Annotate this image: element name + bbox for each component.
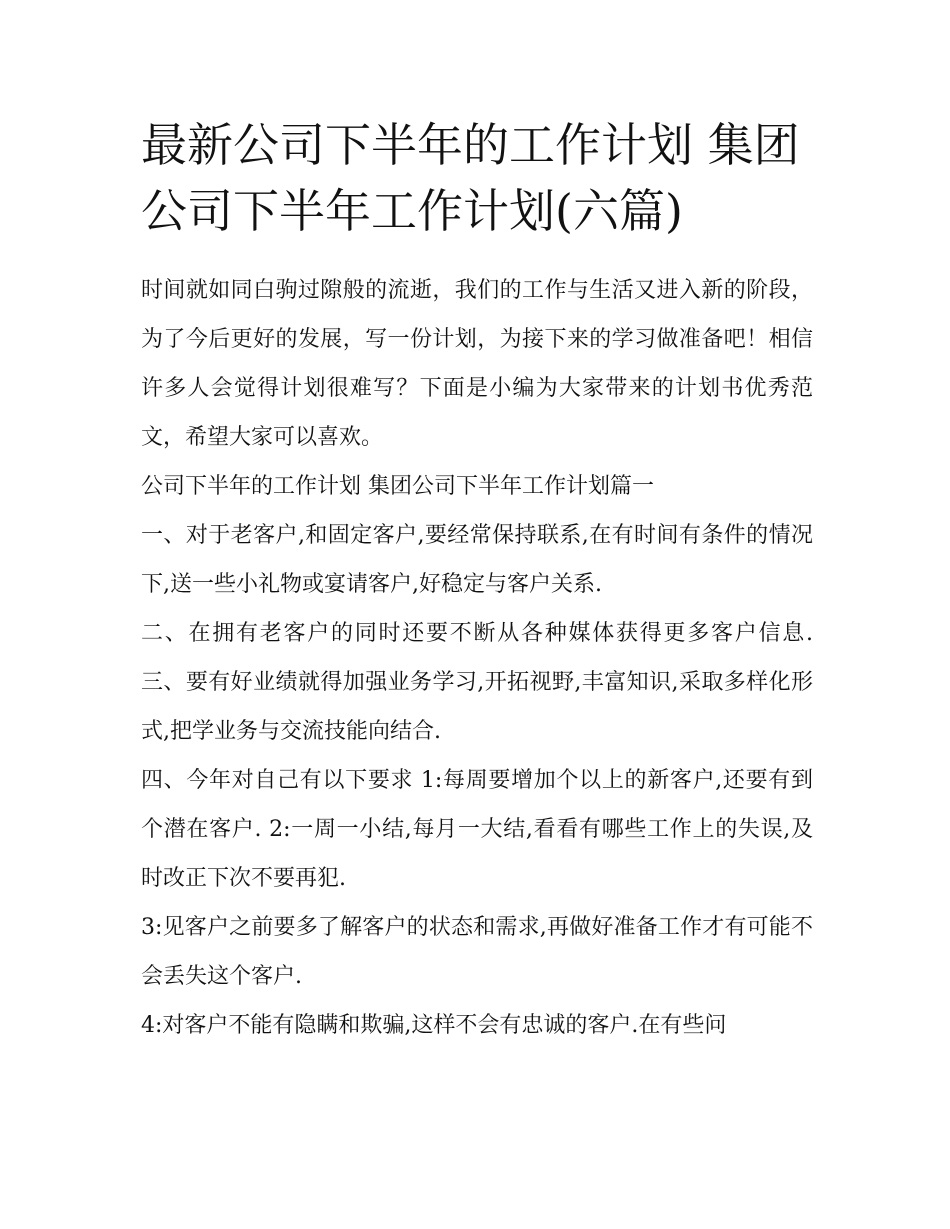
section-heading: 公司下半年的工作计划 集团公司下半年工作计划篇一: [141, 474, 654, 499]
intro-paragraph: 时间就如同白驹过隙般的流逝，我们的工作与生活又进入新的阶段，为了今后更好的发展，写一份计划，为接下来的学习做准备吧！相信许多人会觉得计划很难写？下面是小编为大家带来的计划书优秀范文，希望大家可以喜欢。: [141, 278, 813, 450]
body-paragraph-2: 二、在拥有老客户的同时还要不断从各种媒体获得更多客户信息. 三、要有好业绩就得加强业务学习,开拓视野,丰富知识,采取多样化形式,把学业务与交流技能向结合.: [141, 621, 813, 744]
body-paragraph-1: 一、对于老客户,和固定客户,要经常保持联系,在有时间有条件的情况下,送一些小礼物或宴请客户,好稳定与客户关系.: [141, 523, 813, 597]
document-title: 最新公司下半年的工作计划 集团公司下半年工作计划(六篇): [141, 118, 800, 238]
body-paragraph-3: 四、今年对自己有以下要求 1:每周要增加个以上的新客户,还要有到个潜在客户. 2:一周一小结,每月一大结,看看有哪些工作上的失误,及时改正下次不要再犯.: [141, 768, 813, 891]
document-page: [141, 112, 813, 1050]
body-paragraph-4: 3:见客户之前要多了解客户的状态和需求,再做好准备工作才有可能不会丢失这个客户.: [141, 915, 813, 989]
body-paragraph-5: 4:对客户不能有隐瞒和欺骗,这样不会有忠诚的客户.在有些问: [141, 1013, 727, 1038]
